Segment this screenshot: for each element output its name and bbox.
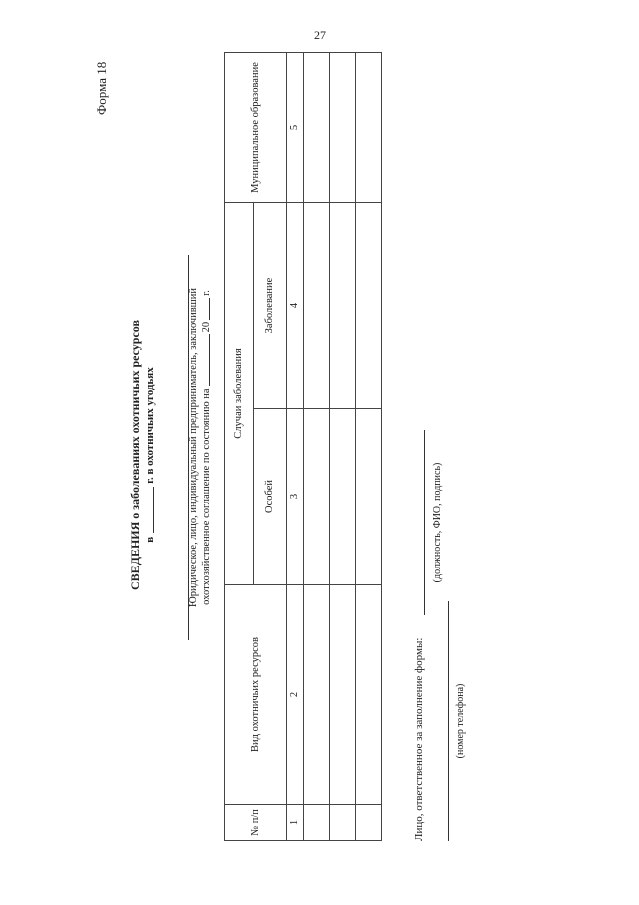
- subtitle-suffix: г. в охотничьих угодьях: [144, 367, 156, 484]
- year-blank: [153, 487, 154, 533]
- phone-line[interactable]: [448, 601, 449, 841]
- table-row: [356, 52, 382, 840]
- year-prefix: 20: [201, 321, 212, 333]
- column-number: 4: [287, 202, 304, 408]
- form-title: СВЕДЕНИЯ о заболеваниях охотничьих ресурсов: [128, 320, 142, 590]
- page-number: 27: [314, 28, 326, 42]
- table-cell[interactable]: [356, 585, 382, 805]
- header-num: № п/п: [225, 805, 287, 841]
- header-species: Вид охотничьих ресурсов: [225, 585, 287, 805]
- header-individuals: Особей: [254, 409, 287, 585]
- responsible-signature-line[interactable]: [424, 430, 425, 615]
- responsible-caption: (должность, ФИО, подпись): [432, 462, 443, 583]
- column-number: 1: [287, 805, 304, 841]
- table-row: [330, 52, 356, 840]
- table-cell[interactable]: [330, 202, 356, 408]
- header-disease: Заболевание: [254, 202, 287, 408]
- column-number: 5: [287, 52, 304, 202]
- column-number: 3: [287, 409, 304, 585]
- table-cell[interactable]: [356, 409, 382, 585]
- table-cell[interactable]: [356, 202, 382, 408]
- table-cell[interactable]: [304, 585, 330, 805]
- year-unit: г.: [201, 290, 212, 296]
- responsible-label: Лицо, ответственное за заполнение формы:: [413, 637, 425, 841]
- table-cell[interactable]: [304, 805, 330, 841]
- table-cell[interactable]: [330, 585, 356, 805]
- org-caption-line2: [201, 255, 212, 640]
- table-cell[interactable]: [330, 52, 356, 202]
- table-row: [304, 52, 330, 840]
- table-cell[interactable]: [304, 52, 330, 202]
- table-cell[interactable]: [304, 409, 330, 585]
- phone-caption: (номер телефона): [455, 683, 466, 759]
- table-cell[interactable]: [330, 805, 356, 841]
- date-blank: [209, 334, 210, 386]
- table-cell[interactable]: [330, 409, 356, 585]
- year-suffix-blank: [209, 298, 210, 320]
- as-of-label: охотхозяйственное соглашение по состоянию на: [201, 388, 212, 605]
- table-cell[interactable]: [304, 202, 330, 408]
- header-municipality: Муниципальное образование: [225, 52, 287, 202]
- table-cell[interactable]: [356, 52, 382, 202]
- form-subtitle: [144, 335, 156, 575]
- form-label: Форма 18: [94, 61, 109, 115]
- header-cases: Случаи заболевания: [225, 202, 254, 584]
- column-number: 2: [287, 585, 304, 805]
- table-cell[interactable]: [356, 805, 382, 841]
- disease-table: [224, 52, 382, 841]
- org-caption-line1: Юридическое, лицо, индивидуальный предприниматель, заключивший: [188, 288, 199, 607]
- subtitle-prefix: в: [144, 536, 156, 543]
